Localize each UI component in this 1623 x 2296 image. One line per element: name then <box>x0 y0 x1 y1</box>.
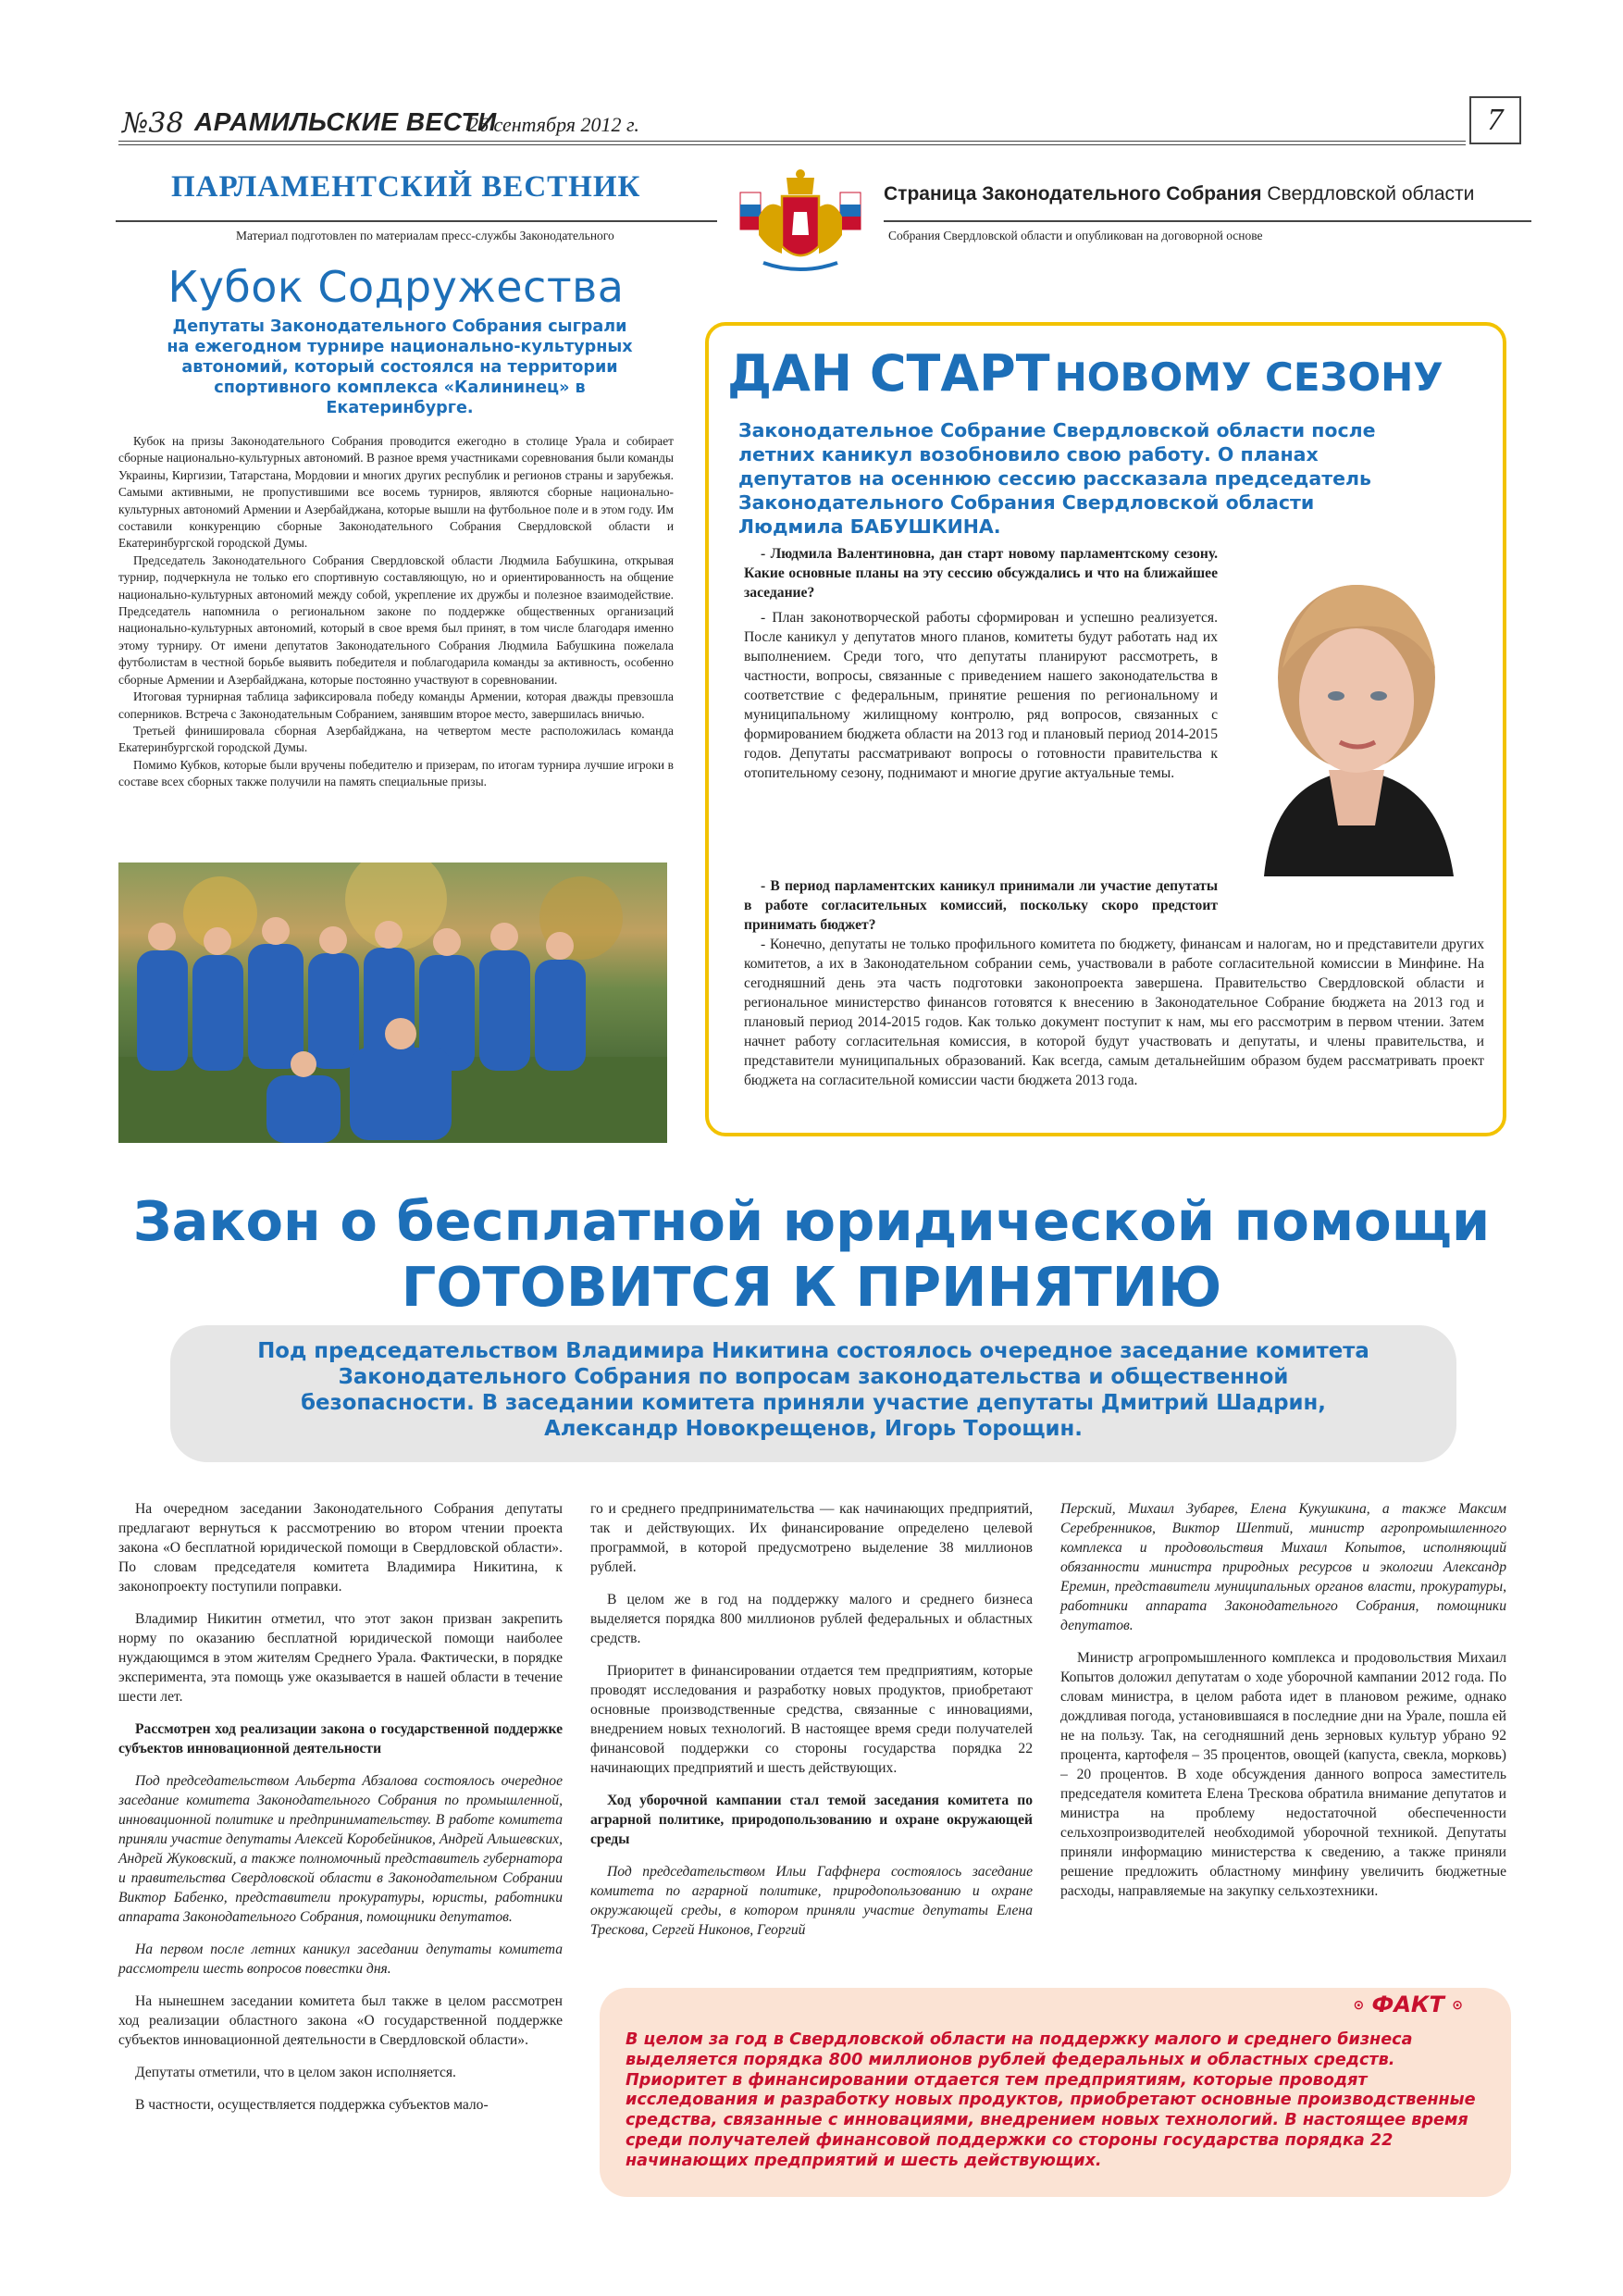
cup-body <box>118 433 674 791</box>
interview-a1: - План законотворческой работы сформирован и успешно реализуется. После каникул у депутатов много планов, комитеты будут работать над их выполнением. Среди того, что депутаты планируют рассмотреть, в частности, вопросы, связанные с приведением нашего законодательства в соответствие с федеральным, принятие решения по региональному и муниципальному жилищному контролю, ряд вопросов, связанных с формированием бюджета области на 2013 год и плановый период 2014-2015 годов. Депутаты рассматривают вопросы о готовности правительства к отопительному сезону, поднимают и многие другие актуальные темы. <box>744 610 1218 781</box>
cup-paragraph: Кубок на призы Законодательного Собрания проводится ежегодно в столице Урала и собирает сборные национально-культурных автономий. В разное время участниками соревнования были команды Украины, Киргизии, Татарстана, Мордовии и многих других республик и регионов страны и зарубежья. Самыми активными, не пропустившими все восемь турниров, являются сборные национально-культурных автономий Армении и Азербайджана, которые вышли на футбольное поле и в этом году. Им составили конкуренцию сборные Законодательного Собрания Свердловской области и Екатеринбургской городской Думы. <box>118 434 674 551</box>
interview-q2: - В период парламентских каникул принимали ли участие депутаты в работе согласительных комиссий, поскольку скоро предстоит принимать бюджет? <box>744 878 1218 933</box>
header-title-right <box>884 183 1474 205</box>
cup-paragraph: Помимо Кубков, которые были вручены победителю и призерам, по итогам турнира лучшие игроки в составе всех сборных также получили на память специальные призы. <box>118 757 674 789</box>
page-number-box <box>1469 96 1521 144</box>
coat-of-arms-icon <box>731 161 870 278</box>
law-paragraph: В целом же в год на поддержку малого и среднего бизнеса выделяется порядка 800 миллионов рублей федеральных и областных средств. <box>590 1592 1033 1646</box>
cup-title: Кубок Содружества <box>167 262 625 312</box>
header-title-bold: Страница Законодательного Собрания <box>884 183 1262 205</box>
interview-box <box>705 322 1506 1136</box>
header-note-left: Материал подготовлен по материалам пресс-службы Законодательного <box>236 229 614 242</box>
law-paragraph: В частности, осуществляется поддержка субъектов мало- <box>135 2097 489 2113</box>
portrait-photo <box>1227 548 1486 876</box>
interview-title-big: ДАН СТАРТ <box>727 344 1050 403</box>
header-title-regular: Свердловской области <box>1267 183 1475 205</box>
bullet-circle-icon: ⊙ <box>1452 1998 1463 2013</box>
law-col1 <box>118 1499 563 2115</box>
masthead-rule <box>118 141 1466 145</box>
fact-label: ФАКТ <box>1371 1992 1444 2017</box>
law-paragraph: Владимир Никитин отметил, что этот закон призван закрепить норму по оказанию бесплатной юридической помощи наиболее нуждающимся в этом жителям Среднего Урала. Фактически, в порядке эксперимента, эта помощь уже оказывается в нашей области в течение шести лет. <box>118 1611 563 1705</box>
law-paragraph: Депутаты отметили, что в целом закон исполняется. <box>135 2065 456 2080</box>
law-title-line1: Закон о бесплатной юридической помощи <box>132 1189 1491 1253</box>
section-title: ПАРЛАМЕНТСКИЙ ВЕСТНИК <box>171 170 641 204</box>
fact-header <box>1353 1992 1463 2017</box>
header-rule-left <box>116 220 717 222</box>
law-subheading: Рассмотрен ход реализации закона о государственной поддержке субъектов инновационной деятельности <box>118 1721 563 1756</box>
cup-paragraph: Третьей финишировала сборная Азербайджана, на четвертом месте расположилась команда Екатеринбургской городской Думы. <box>118 723 674 755</box>
law-subheading: Ход уборочной кампании стал темой заседания комитета по аграрной политике, природопользованию и охране окружающей среды <box>590 1793 1033 1847</box>
masthead <box>118 100 1530 146</box>
interview-a2: - Конечно, депутаты не только профильного комитета по бюджету, финансам и налогам, но и представители других комитетов, а их в Законодательном собрании семь, участвовали в работе согласительной комиссии в Минфине. На сегодняшний день эта часть подготовки законопроекта завершена. Правительство Свердловской области и региональное министерство финансов готовятся к внесению в Законодательное Собрание бюджета на 2013 год и плановый период 2014-2015 годов. Как только документ поступит к нам, мы его рассмотрим в первом чтении. Затем начнет работу согласительная комиссия, в которой будут участвовать и депутаты, и члены правительства, и представители муниципальных образований. Как всегда, самым детальнейшим образом будем рассматривать проект бюджета на согласительной комиссии части бюджета 2013 года. <box>744 937 1484 1088</box>
law-lead: Под председательством Владимира Никитина состоялось очередное заседание комитета Законодательного Собрания по вопросам законодательства и общественной безопасности. В заседании комитета приняли участие депутаты Дмитрий Шадрин, Александр Новокрещенов, Игорь Торощин. <box>257 1339 1369 1441</box>
law-italic-paragraph: Под председательством Ильи Гаффнера состоялось заседание комитета по аграрной политике, природопользованию и охране окружающей среды, в котором приняли участие депутаты Елена Трескова, Сергей Никонов, Георгий <box>590 1864 1033 1938</box>
law-col3 <box>1060 1499 1506 1901</box>
law-italic-paragraph: Под председательством Альберта Абзалова состоялось очередное заседание комитета Законодательного Собрания по промышленной, инновационной политике и предпринимательству. В работе комитета приняли участие депутаты Алексей Коробейников, Андрей Альшевских, Андрей Жуковский, а также полномочный представитель губернатора и правительства Свердловской области в Законодательном Собрании Виктор Бабенко, представители прокуратуры, юристы, работники аппарата Законодательного Собрания, помощники депутатов. <box>118 1773 563 1925</box>
header-note-right: Собрания Свердловской области и опубликован на договорной основе <box>888 229 1263 242</box>
law-italic-paragraph: Перский, Михаил Зубарев, Елена Кукушкина, а также Максим Серебренников, Виктор Шептий, министр агропромышленного комплекса и продовольствия Михаил Копытов, исполняющий обязанности министра природных ресурсов и экологии Александр Еремин, представители муниципальных органов власти, прокуратуры, работники аппарата Законодательного Собрания, помощники депутатов. <box>1060 1501 1506 1633</box>
interview-title-rest: НОВОМУ СЕЗОНУ <box>1054 354 1443 400</box>
law-title-line2: ГОТОВИТСЯ К ПРИНЯТИЮ <box>401 1255 1222 1319</box>
interview-title <box>727 344 1495 403</box>
law-lead-box <box>170 1325 1456 1462</box>
law-paragraph: Приоритет в финансировании отдается тем предприятиям, которые проводят исследования и разработку новых продуктов, приобретают основные производственные средства, связанные с инновациями, внедрением новых технологий. В настоящее время среди получателей финансовой поддержки со стороны государства порядка 22 начинающих предприятий и шесть действующих. <box>590 1663 1033 1776</box>
page-number: 7 <box>1487 103 1504 137</box>
law-paragraph: На очередном заседании Законодательного Собрания депутаты предлагают вернуться к рассмотрению во втором чтении проекта закона «О бесплатной юридической помощи в Свердловской области». По словам председателя комитета Владимира Никитина, к законопроекту поступили поправки. <box>118 1501 563 1595</box>
interview-lead: Законодательное Собрание Свердловской области после летних каникул возобновило свою работу. О планах депутатов на осеннюю сессию рассказала председатель Законодательного Собрания Свердловской области Людмила БАБУШКИНА. <box>738 419 1376 538</box>
fact-text: В целом за год в Свердловской области на поддержку малого и среднего бизнеса выделяется порядка 800 миллионов рублей федеральных и областных средств. Приоритет в финансировании отдается тем предприятиям, которые проводят исследования и разработку новых продуктов, приобретают основные производственные средства, связанные с инновациями, внедрением новых технологий. В настоящее время среди получателей финансовой поддержки со стороны государства порядка 22 начинающих предприятий и шесть действующих. <box>626 2030 1476 2170</box>
article-cup <box>118 259 674 791</box>
issue-date: 26 сентября 2012 г. <box>468 113 639 136</box>
header-rule-right <box>884 220 1531 222</box>
interview-q1: - Людмила Валентиновна, дан старт новому парламентскому сезону. Какие основные планы на эту сессию обсуждались и что на ближайшее заседание? <box>744 546 1218 601</box>
issue-number: №38 <box>122 107 184 140</box>
law-paragraph: го и среднего предпринимательства — как начинающих предприятий, так и действующих. Их финансирование определено целевой программой, в которой предусмотрено выделение 38 миллионов рублей. <box>590 1501 1033 1575</box>
cup-lead: Депутаты Законодательного Собрания сыграли на ежегодном турнире национально-культурных автономий, который состоялся на территории спортивного комплекса «Калининец» в Екатеринбурге. <box>167 317 633 417</box>
law-paragraph: Министр агропромышленного комплекса и продовольствия Михаил Копытов доложил депутатам о ходе уборочной кампании 2012 года. По словам министра, в целом работа идет в плановом режиме, однако дождливая погода, установившаяся в последние дни на Урале, пошла ей не на пользу. Так, на сегодняшний день зерновых культур убрано 92 процента, картофеля – 35 процентов, овощей (капуста, свекла, морковь) – 20 процентов. В ходе обсуждения данного вопроса заместитель председателя комитета Елена Трескова обратила внимание депутатов и министра на проблему недостаточной обеспеченности сельхозпроизводителей необходимой уборочной техникой. Депутаты приняли информацию министерства к сведению, а также приняли решение предложить областному минфину увеличить бюджетные расходы, направляемые на закупку сельхозтехники. <box>1060 1650 1506 1899</box>
law-paragraph: На нынешнем заседании комитета был также в целом рассмотрен ход реализации областного закона «О государственной поддержке субъектов инновационной деятельности в Свердловской области». <box>118 1993 563 2048</box>
law-italic-paragraph: На первом после летних каникул заседании депутаты комитета рассмотрели шесть вопросов повестки дня. <box>118 1942 563 1977</box>
newspaper-name: АРАМИЛЬСКИЕ ВЕСТИ <box>194 107 497 136</box>
cup-paragraph: Итоговая турнирная таблица зафиксировала победу команды Армении, которая дважды превзошла соперников. Встреча с Законодательным Собранием, занявшим второе место, завершилась вничью. <box>118 689 674 721</box>
fact-box <box>600 1988 1511 2197</box>
cup-paragraph: Председатель Законодательного Собрания Свердловской области Людмила Бабушкина, открывая турнир, подчеркнула не только его спортивную составляющую, но и ориентированность на общение национально-культурных автономий между собой, укрепление их дружбы и полезное взаимодействие. Председатель напомнила о региональном законе по поддержке общественных организаций национально-культурных автономий, который в свое время был принят, в том числе благодаря именно этому турниру. От имени депутатов Законодательного Собрания Людмила Бабушкина пожелала футболистам в честной борьбе выявить победителя и поблагодарила команды за активность, особенно сборные Армении и Азербайджана, которые постоянно участвуют в соревновании. <box>118 552 674 687</box>
bullet-circle-icon: ⊙ <box>1353 1998 1365 2013</box>
law-col2 <box>590 1499 1033 1940</box>
team-photo <box>118 863 667 1143</box>
